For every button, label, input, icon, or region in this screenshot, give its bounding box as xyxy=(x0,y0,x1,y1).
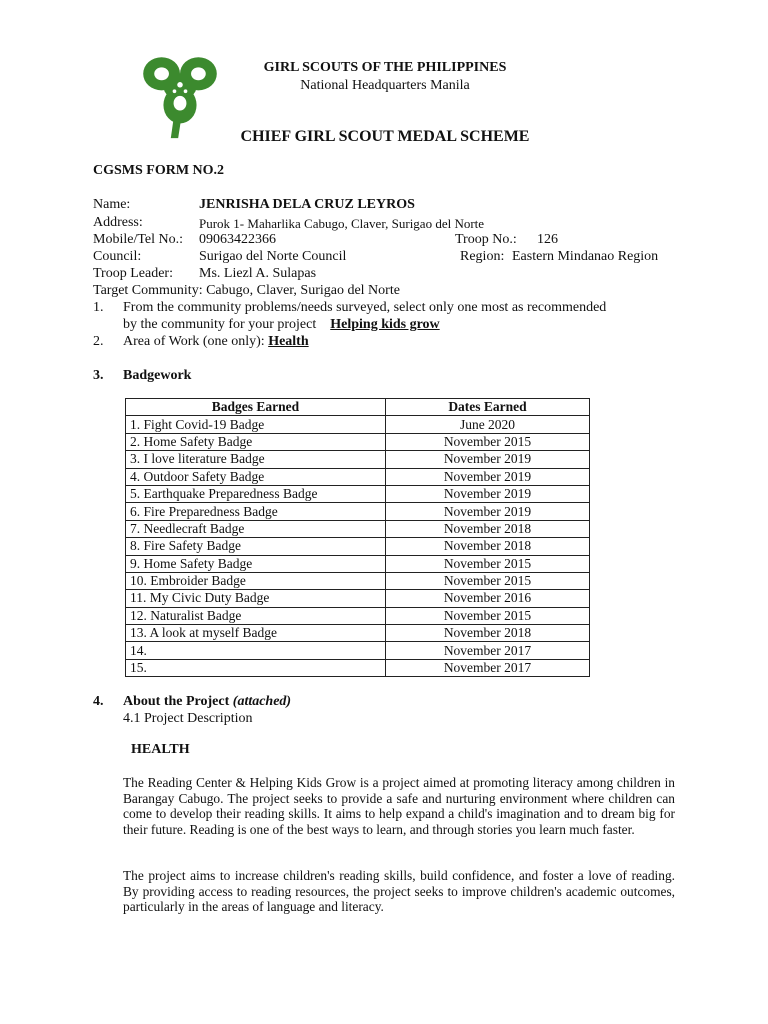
about-project-label: About the Project xyxy=(123,694,230,709)
badge-date-cell: November 2017 xyxy=(386,642,590,659)
badge-date-cell: November 2015 xyxy=(386,607,590,624)
badge-name-cell: 15. xyxy=(126,659,386,676)
table-row xyxy=(126,503,590,520)
table-row xyxy=(126,520,590,537)
badge-name-cell: 6. Fire Preparedness Badge xyxy=(126,503,386,520)
badge-date-cell: November 2016 xyxy=(386,590,590,607)
col-badges-earned: Badges Earned xyxy=(126,399,386,416)
item2-label: Area of Work (one only): xyxy=(123,334,265,349)
table-row xyxy=(126,485,590,502)
table-header-row xyxy=(126,399,590,416)
target-label: Target Community: xyxy=(93,283,203,298)
leader-label: Troop Leader: xyxy=(93,266,173,281)
project-paragraph-1: The Reading Center & Helping Kids Grow is a project aimed at promoting literacy among children in Barangay Cabugo. The project seeks to provide a safe and nurturing environment where children can come to develop their reading skills. It aims to help expand a child's imagination and to dream big for their future. Reading is one of the best ways to learn, and through stories you learn much faster. xyxy=(123,775,675,837)
council-value: Surigao del Norte Council xyxy=(199,249,347,264)
badge-name-cell: 13. A look at myself Badge xyxy=(126,625,386,642)
badge-date-cell: November 2015 xyxy=(386,433,590,450)
badge-date-cell: November 2017 xyxy=(386,659,590,676)
project-heading: HEALTH xyxy=(131,742,190,757)
item2-number: 2. xyxy=(93,334,104,349)
name-value: JENRISHA DELA CRUZ LEYROS xyxy=(199,197,415,212)
badge-date-cell: November 2019 xyxy=(386,503,590,520)
item1-line2 xyxy=(123,317,440,333)
badge-date-cell: November 2019 xyxy=(386,485,590,502)
table-row xyxy=(126,538,590,555)
table-row xyxy=(126,607,590,624)
badges-table xyxy=(125,398,590,677)
table-row xyxy=(126,416,590,433)
badge-name-cell: 5. Earthquake Preparedness Badge xyxy=(126,485,386,502)
region-value: Eastern Mindanao Region xyxy=(512,249,659,264)
table-row xyxy=(126,625,590,642)
council-label: Council: xyxy=(93,249,142,264)
badge-date-cell: November 2018 xyxy=(386,538,590,555)
org-name: GIRL SCOUTS OF THE PHILIPPINES xyxy=(263,60,507,75)
mobile-label: Mobile/Tel No.: xyxy=(93,232,184,247)
target-community xyxy=(93,283,400,299)
badge-date-cell: November 2019 xyxy=(386,468,590,485)
table-row xyxy=(126,555,590,572)
badge-date-cell: November 2018 xyxy=(386,625,590,642)
name-label: Name: xyxy=(93,197,131,212)
troop-label: Troop No.: xyxy=(455,232,517,247)
item4-line xyxy=(123,694,291,710)
badge-name-cell: 10. Embroider Badge xyxy=(126,572,386,589)
badge-date-cell: November 2019 xyxy=(386,451,590,468)
table-row xyxy=(126,642,590,659)
item4-number: 4. xyxy=(93,694,104,709)
table-row xyxy=(126,590,590,607)
project-name: Helping kids grow xyxy=(330,317,440,332)
troop-value: 126 xyxy=(537,232,558,247)
col-dates-earned: Dates Earned xyxy=(386,399,590,416)
badge-name-cell: 11. My Civic Duty Badge xyxy=(126,590,386,607)
leader-value: Ms. Liezl A. Sulapas xyxy=(199,266,317,281)
item1-text: From the community problems/needs surveyed, select only one most as recommended xyxy=(123,300,607,315)
badgework-heading: Badgework xyxy=(123,368,192,383)
project-paragraph-2: The project aims to increase children's reading skills, build confidence, and foster a love of reading. By providing access to reading resources, the project seeks to improve children's academic outcomes, particularly in the areas of language and literacy. xyxy=(123,868,675,914)
badge-name-cell: 14. xyxy=(126,642,386,659)
badge-name-cell: 8. Fire Safety Badge xyxy=(126,538,386,555)
about-project-note: (attached) xyxy=(232,694,292,709)
address-label: Address: xyxy=(93,215,143,230)
table-row xyxy=(126,659,590,676)
badge-date-cell: November 2015 xyxy=(386,572,590,589)
table-row xyxy=(126,572,590,589)
badge-name-cell: 1. Fight Covid-19 Badge xyxy=(126,416,386,433)
badge-name-cell: 3. I love literature Badge xyxy=(126,451,386,468)
region-label: Region: xyxy=(460,249,505,264)
badge-date-cell: June 2020 xyxy=(386,416,590,433)
target-value: Cabugo, Claver, Surigao del Norte xyxy=(206,283,400,298)
badge-name-cell: 7. Needlecraft Badge xyxy=(126,520,386,537)
item2-line xyxy=(123,334,309,350)
item1-number: 1. xyxy=(93,300,104,315)
badge-name-cell: 12. Naturalist Badge xyxy=(126,607,386,624)
badge-name-cell: 9. Home Safety Badge xyxy=(126,555,386,572)
scheme-title: CHIEF GIRL SCOUT MEDAL SCHEME xyxy=(240,128,530,145)
table-row xyxy=(126,451,590,468)
area-of-work-value: Health xyxy=(268,334,309,349)
badge-date-cell: November 2015 xyxy=(386,555,590,572)
org-subtitle: National Headquarters Manila xyxy=(300,78,470,93)
mobile-value: 09063422366 xyxy=(199,232,276,247)
badge-date-cell: November 2018 xyxy=(386,520,590,537)
form-number: CGSMS FORM NO.2 xyxy=(93,163,225,178)
address-value: Purok 1- Maharlika Cabugo, Claver, Surigao del Norte xyxy=(199,216,485,231)
item3-number: 3. xyxy=(93,368,104,383)
project-description-label: 4.1 Project Description xyxy=(123,711,253,726)
badge-name-cell: 2. Home Safety Badge xyxy=(126,433,386,450)
item1-text-cont: by the community for your project xyxy=(123,317,317,332)
table-row xyxy=(126,433,590,450)
badge-name-cell: 4. Outdoor Safety Badge xyxy=(126,468,386,485)
table-row xyxy=(126,468,590,485)
